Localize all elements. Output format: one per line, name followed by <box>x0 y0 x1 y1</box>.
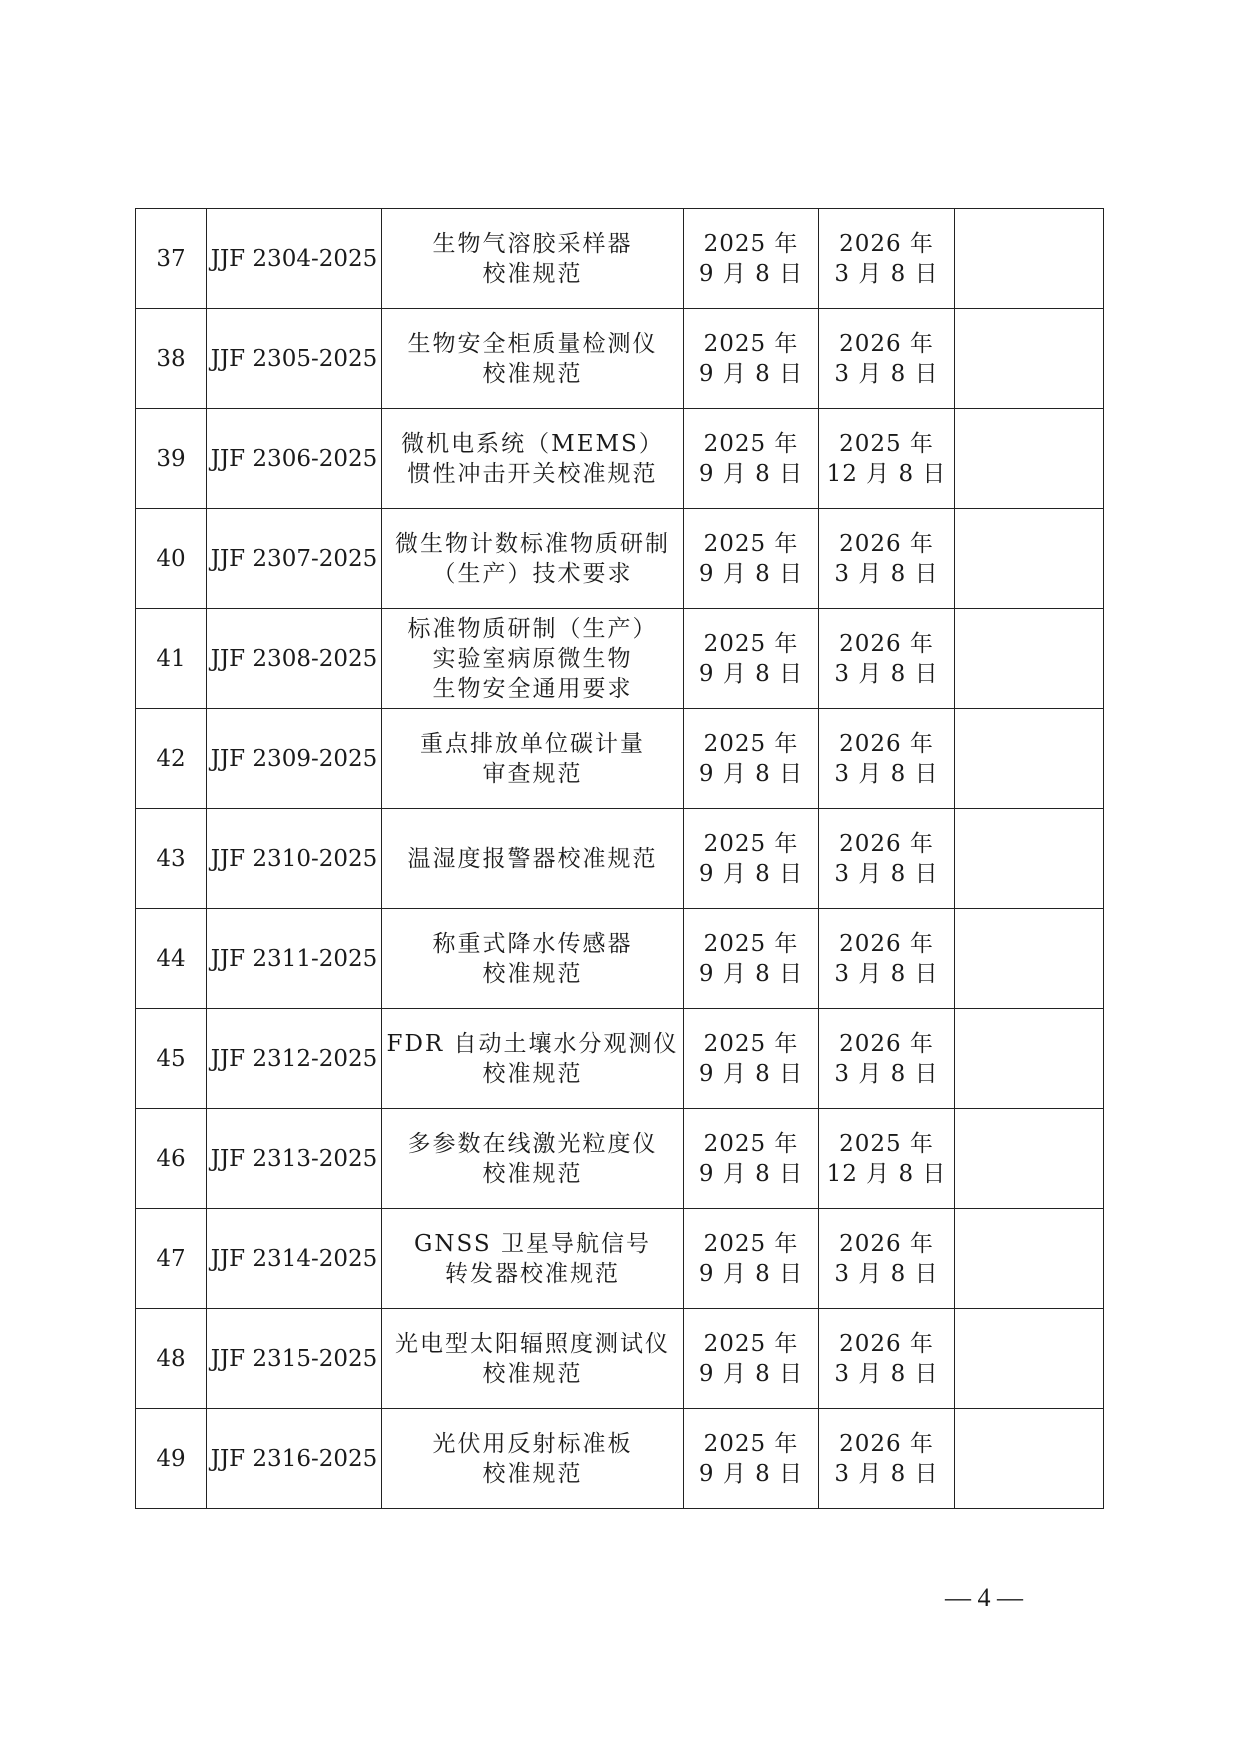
table-row <box>136 509 1104 609</box>
row-number: 44 <box>136 909 207 1009</box>
issue-date <box>684 409 819 509</box>
standard-title-line: 校准规范 <box>482 360 583 387</box>
table-row <box>136 1009 1104 1109</box>
standard-title <box>382 1009 684 1109</box>
standard-title <box>382 609 684 709</box>
remarks-cell <box>955 809 1104 909</box>
remarks-cell <box>955 1109 1104 1209</box>
effective-date <box>819 209 955 309</box>
row-number: 43 <box>136 809 207 909</box>
standard-title-line: 生物气溶胶采样器 <box>432 230 633 257</box>
table-row <box>136 809 1104 909</box>
standard-title-line: 生物安全柜质量检测仪 <box>407 330 658 357</box>
table-row <box>136 409 1104 509</box>
effective-date <box>819 1209 955 1309</box>
effective-date-line: 3 月 8 日 <box>834 660 939 687</box>
standard-code: JJF 2316-2025 <box>207 1409 382 1509</box>
issue-date-line: 9 月 8 日 <box>698 560 804 587</box>
standard-title-line: 校准规范 <box>482 1460 583 1487</box>
standard-title-line: 光电型太阳辐照度测试仪 <box>395 1330 670 1357</box>
standard-code: JJF 2311-2025 <box>207 909 382 1009</box>
standard-title <box>382 1409 684 1509</box>
standard-title-line: 温湿度报警器校准规范 <box>407 845 658 872</box>
row-number: 42 <box>136 709 207 809</box>
page-number: — 4 — <box>945 1583 1023 1612</box>
effective-date-line: 2026 年 <box>839 1230 934 1257</box>
remarks-cell <box>955 209 1104 309</box>
row-number: 46 <box>136 1109 207 1209</box>
table-row <box>136 909 1104 1009</box>
row-number: 49 <box>136 1409 207 1509</box>
issue-date-line: 9 月 8 日 <box>698 260 804 287</box>
row-number: 37 <box>136 209 207 309</box>
standard-title-line: 光伏用反射标准板 <box>432 1430 633 1457</box>
issue-date-line: 9 月 8 日 <box>698 660 804 687</box>
effective-date-line: 3 月 8 日 <box>834 860 939 887</box>
effective-date <box>819 1409 955 1509</box>
standard-title-line: 校准规范 <box>482 260 583 287</box>
row-number: 39 <box>136 409 207 509</box>
issue-date-line: 2025 年 <box>703 1230 799 1257</box>
issue-date <box>684 1009 819 1109</box>
issue-date-line: 2025 年 <box>703 530 799 557</box>
standard-title-line: （生产）技术要求 <box>432 560 633 587</box>
standard-title-line: 实验室病原微生物 <box>432 645 633 672</box>
issue-date-line: 2025 年 <box>703 1330 799 1357</box>
remarks-cell <box>955 1209 1104 1309</box>
standard-code: JJF 2308-2025 <box>207 609 382 709</box>
standard-title-line: 微机电系统（MEMS） <box>401 430 664 457</box>
issue-date <box>684 709 819 809</box>
issue-date <box>684 1209 819 1309</box>
effective-date-line: 2026 年 <box>839 1030 934 1057</box>
effective-date <box>819 1309 955 1409</box>
row-number: 47 <box>136 1209 207 1309</box>
issue-date <box>684 1309 819 1409</box>
standard-title <box>382 1109 684 1209</box>
issue-date-line: 9 月 8 日 <box>698 360 804 387</box>
effective-date-line: 12 月 8 日 <box>826 1160 947 1187</box>
table-row <box>136 609 1104 709</box>
remarks-cell <box>955 409 1104 509</box>
issue-date-line: 2025 年 <box>703 1130 799 1157</box>
issue-date-line: 9 月 8 日 <box>698 1160 804 1187</box>
standard-title-line: 校准规范 <box>482 960 583 987</box>
issue-date-line: 9 月 8 日 <box>698 1360 804 1387</box>
standard-title-line: 重点排放单位碳计量 <box>420 730 645 757</box>
issue-date <box>684 909 819 1009</box>
standard-title-line: 校准规范 <box>482 1160 583 1187</box>
effective-date-line: 3 月 8 日 <box>834 560 939 587</box>
effective-date-line: 3 月 8 日 <box>834 260 939 287</box>
effective-date-line: 2026 年 <box>839 830 934 857</box>
table-row <box>136 709 1104 809</box>
standard-title <box>382 309 684 409</box>
effective-date <box>819 909 955 1009</box>
issue-date-line: 2025 年 <box>703 630 799 657</box>
remarks-cell <box>955 909 1104 1009</box>
standard-title-line: 微生物计数标准物质研制 <box>395 530 670 557</box>
issue-date-line: 9 月 8 日 <box>698 860 804 887</box>
effective-date-line: 2026 年 <box>839 730 934 757</box>
effective-date-line: 3 月 8 日 <box>834 960 939 987</box>
remarks-cell <box>955 1009 1104 1109</box>
standards-table <box>135 208 1104 1509</box>
row-number: 45 <box>136 1009 207 1109</box>
issue-date-line: 9 月 8 日 <box>698 460 804 487</box>
standard-code: JJF 2305-2025 <box>207 309 382 409</box>
standard-code: JJF 2312-2025 <box>207 1009 382 1109</box>
effective-date-line: 2025 年 <box>839 1130 934 1157</box>
issue-date-line: 9 月 8 日 <box>698 1260 804 1287</box>
standard-title-line: 转发器校准规范 <box>445 1260 620 1287</box>
standard-title-line: GNSS 卫星导航信号 <box>414 1230 651 1257</box>
issue-date <box>684 309 819 409</box>
issue-date-line: 2025 年 <box>703 430 799 457</box>
issue-date-line: 2025 年 <box>703 830 799 857</box>
table-row <box>136 209 1104 309</box>
effective-date <box>819 709 955 809</box>
effective-date <box>819 509 955 609</box>
table-row <box>136 1309 1104 1409</box>
table-row <box>136 309 1104 409</box>
row-number: 41 <box>136 609 207 709</box>
standard-title <box>382 409 684 509</box>
effective-date-line: 2026 年 <box>839 930 934 957</box>
effective-date <box>819 1009 955 1109</box>
issue-date <box>684 1109 819 1209</box>
effective-date-line: 3 月 8 日 <box>834 360 939 387</box>
issue-date-line: 9 月 8 日 <box>698 1060 804 1087</box>
issue-date <box>684 509 819 609</box>
standard-title <box>382 209 684 309</box>
standard-title-line: 惯性冲击开关校准规范 <box>407 460 658 487</box>
effective-date-line: 3 月 8 日 <box>834 760 939 787</box>
remarks-cell <box>955 709 1104 809</box>
effective-date-line: 2026 年 <box>839 1330 934 1357</box>
standard-title-line: 校准规范 <box>482 1360 583 1387</box>
remarks-cell <box>955 1309 1104 1409</box>
effective-date-line: 2026 年 <box>839 230 934 257</box>
issue-date-line: 2025 年 <box>703 1030 799 1057</box>
standard-title-line: 标准物质研制（生产） <box>407 615 658 642</box>
standard-code: JJF 2307-2025 <box>207 509 382 609</box>
issue-date-line: 9 月 8 日 <box>698 1460 804 1487</box>
row-number: 38 <box>136 309 207 409</box>
issue-date-line: 2025 年 <box>703 730 799 757</box>
effective-date <box>819 1109 955 1209</box>
issue-date-line: 9 月 8 日 <box>698 760 804 787</box>
standard-title-line: 审查规范 <box>482 760 583 787</box>
effective-date-line: 2026 年 <box>839 330 934 357</box>
effective-date <box>819 809 955 909</box>
standard-title <box>382 1209 684 1309</box>
standards-table-body <box>136 209 1104 1509</box>
issue-date <box>684 609 819 709</box>
standard-title <box>382 509 684 609</box>
standard-code: JJF 2313-2025 <box>207 1109 382 1209</box>
standard-title <box>382 709 684 809</box>
issue-date <box>684 809 819 909</box>
effective-date-line: 3 月 8 日 <box>834 1360 939 1387</box>
effective-date-line: 12 月 8 日 <box>826 460 947 487</box>
row-number: 48 <box>136 1309 207 1409</box>
standard-title-line: 生物安全通用要求 <box>432 675 633 702</box>
effective-date <box>819 409 955 509</box>
standard-code: JJF 2310-2025 <box>207 809 382 909</box>
issue-date-line: 2025 年 <box>703 330 799 357</box>
effective-date <box>819 609 955 709</box>
effective-date-line: 2026 年 <box>839 530 934 557</box>
standard-code: JJF 2315-2025 <box>207 1309 382 1409</box>
standard-title-line: FDR 自动土壤水分观测仪 <box>386 1030 679 1057</box>
remarks-cell <box>955 1409 1104 1509</box>
standard-code: JJF 2304-2025 <box>207 209 382 309</box>
standard-code: JJF 2314-2025 <box>207 1209 382 1309</box>
remarks-cell <box>955 509 1104 609</box>
standard-title-line: 称重式降水传感器 <box>432 930 633 957</box>
effective-date-line: 2026 年 <box>839 1430 934 1457</box>
row-number: 40 <box>136 509 207 609</box>
issue-date <box>684 1409 819 1509</box>
remarks-cell <box>955 309 1104 409</box>
standard-title <box>382 909 684 1009</box>
remarks-cell <box>955 609 1104 709</box>
effective-date-line: 3 月 8 日 <box>834 1460 939 1487</box>
effective-date-line: 3 月 8 日 <box>834 1260 939 1287</box>
effective-date-line: 2025 年 <box>839 430 934 457</box>
effective-date-line: 3 月 8 日 <box>834 1060 939 1087</box>
effective-date-line: 2026 年 <box>839 630 934 657</box>
standard-title <box>382 1309 684 1409</box>
issue-date-line: 2025 年 <box>703 930 799 957</box>
effective-date <box>819 309 955 409</box>
standard-code: JJF 2306-2025 <box>207 409 382 509</box>
table-row <box>136 1109 1104 1209</box>
issue-date <box>684 209 819 309</box>
standard-title-line: 校准规范 <box>482 1060 583 1087</box>
issue-date-line: 9 月 8 日 <box>698 960 804 987</box>
table-row <box>136 1209 1104 1309</box>
standard-title-line: 多参数在线激光粒度仪 <box>407 1130 658 1157</box>
standard-title <box>382 809 684 909</box>
table-row <box>136 1409 1104 1509</box>
standard-code: JJF 2309-2025 <box>207 709 382 809</box>
issue-date-line: 2025 年 <box>703 230 799 257</box>
issue-date-line: 2025 年 <box>703 1430 799 1457</box>
